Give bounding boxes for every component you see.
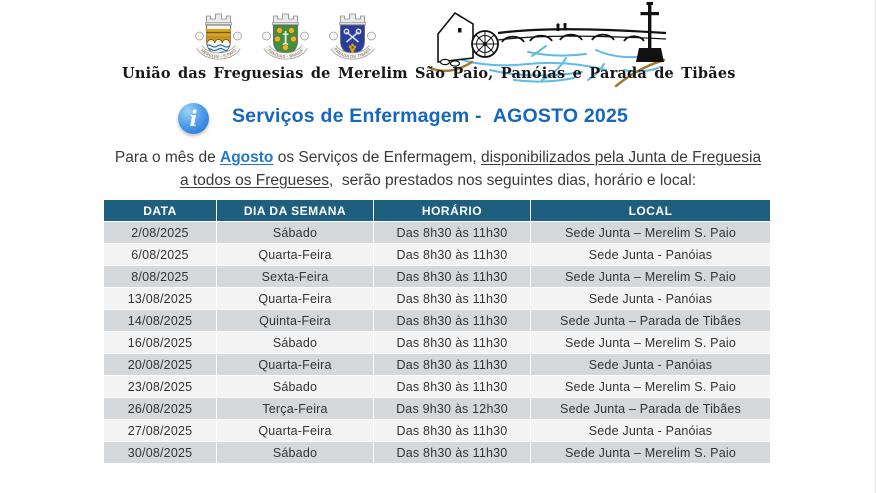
table-row [104,398,770,419]
intro-paragraph [60,146,816,192]
intro-underlined-text: disponibilizados pela Junta de Freguesia [481,149,762,166]
cell-dia: Sábado [217,376,373,397]
table-row [104,310,770,331]
cell-local: Sede Junta - Panóias [531,244,770,265]
cell-local: Sede Junta – Merelim S. Paio [531,442,770,463]
intro-text: os Serviços de Enfermagem, [273,149,482,166]
table-header-row [104,200,770,221]
cell-horario: Das 8h30 às 11h30 [374,222,530,243]
cell-data: 27/08/2025 [104,420,216,441]
crest-parada-de-tibaes-icon [320,3,385,65]
cell-horario: Das 8h30 às 11h30 [374,420,530,441]
column-header-horario: HORÁRIO [374,200,530,221]
page-title: Serviços de Enfermagem - AGOSTO 2025 [231,105,629,127]
cell-data: 6/08/2025 [104,244,216,265]
table-row [104,376,770,397]
cell-local: Sede Junta – Merelim S. Paio [531,376,770,397]
cell-dia: Sábado [217,442,373,463]
cell-data: 14/08/2025 [104,310,216,331]
intro-underlined-text: a todos os Fregueses [179,172,329,189]
table-row [104,244,770,265]
cell-data: 30/08/2025 [104,442,216,463]
cell-local: Sede Junta - Panóias [531,288,770,309]
schedule-table-body [104,222,770,463]
cell-dia: Quinta-Feira [217,310,373,331]
column-header-local: LOCAL [531,200,770,221]
cell-horario: Das 8h30 às 11h30 [374,288,530,309]
cell-local: Sede Junta – Parada de Tibães [531,310,770,331]
intro-text: Para o mês de [114,149,221,166]
cell-horario: Das 8h30 às 11h30 [374,332,530,353]
crest-panoias-ribbon-label: PANÓIAS - BRAGA [267,47,304,59]
cell-dia: Quarta-Feira [217,354,373,375]
cell-horario: Das 8h30 às 11h30 [374,244,530,265]
cell-local: Sede Junta - Panóias [531,420,770,441]
cell-dia: Sábado [217,332,373,353]
table-row [104,442,770,463]
table-row [104,420,770,441]
cell-local: Sede Junta – Merelim S. Paio [531,222,770,243]
intro-text: , serão prestados nos seguintes dias, horário e local: [329,172,697,189]
table-row [104,288,770,309]
cell-data: 20/08/2025 [104,354,216,375]
cell-dia: Quarta-Feira [217,420,373,441]
table-row [104,332,770,353]
cell-data: 2/08/2025 [104,222,216,243]
parish-crests [186,3,385,65]
union-name: União das Freguesias de Merelim São Paio, Panóias e Parada de Tibães [122,65,736,82]
cell-data: 8/08/2025 [104,266,216,287]
cell-data: 23/08/2025 [104,376,216,397]
info-icon-glyph: i [189,106,198,131]
cell-horario: Das 8h30 às 11h30 [374,310,530,331]
cell-local: Sede Junta – Merelim S. Paio [531,266,770,287]
cell-local: Sede Junta - Panóias [531,354,770,375]
cell-dia: Terça-Feira [217,398,373,419]
schedule-table [103,199,771,464]
cell-horario: Das 8h30 às 11h30 [374,376,530,397]
crest-merelim-s-paio-icon [186,3,251,65]
cell-dia: Quarta-Feira [217,288,373,309]
cell-data: 26/08/2025 [104,398,216,419]
cell-horario: Das 9h30 às 12h30 [374,398,530,419]
cell-local: Sede Junta – Parada de Tibães [531,398,770,419]
column-header-data: DATA [104,200,216,221]
table-row [104,222,770,243]
agosto-link[interactable]: Agosto [220,149,274,166]
cell-local: Sede Junta – Merelim S. Paio [531,332,770,353]
table-row [104,266,770,287]
cell-dia: Sábado [217,222,373,243]
column-header-dia: DIA DA SEMANA [217,200,373,221]
crest-merelim-ribbon-label: MERELIM - S.PAIO [199,47,238,59]
cell-dia: Sexta-Feira [217,266,373,287]
cell-horario: Das 8h30 às 11h30 [374,442,530,463]
table-row [104,354,770,375]
crest-parada-ribbon-label: PARADA DE TIBÃES [333,46,372,59]
cell-dia: Quarta-Feira [217,244,373,265]
cell-horario: Das 8h30 às 11h30 [374,354,530,375]
cell-data: 16/08/2025 [104,332,216,353]
cell-horario: Das 8h30 às 11h30 [374,266,530,287]
cell-data: 13/08/2025 [104,288,216,309]
crest-panoias-icon [253,3,318,65]
